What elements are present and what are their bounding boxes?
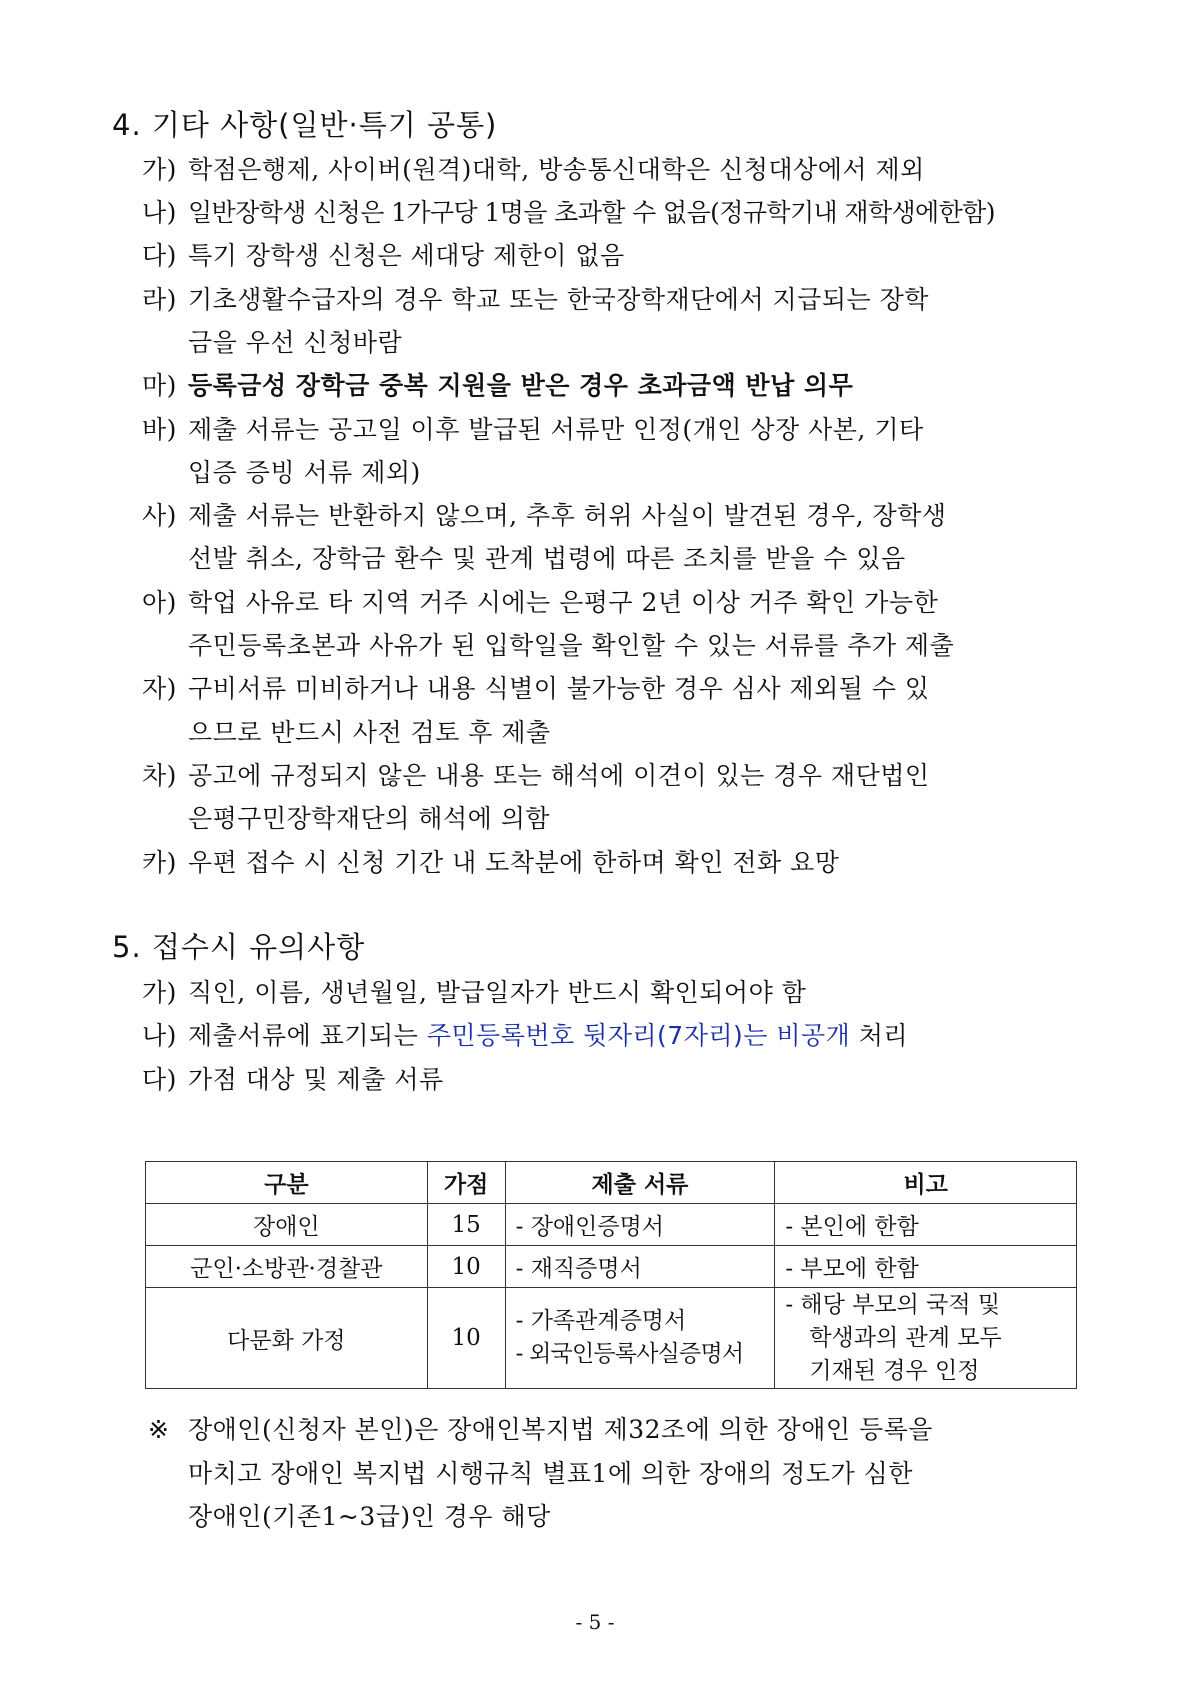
note-line: 학생과의 관계 모두: [809, 1324, 1002, 1351]
note-line: 기재된 경우 인정: [809, 1357, 980, 1384]
item-marker: 라): [142, 285, 177, 314]
list-item: [142, 410, 924, 446]
cell-category: 다문화 가정: [146, 1288, 428, 1389]
list-item: [142, 366, 853, 402]
item-text: 직인, 이름, 생년월일, 발급일자가 반드시 확인되어야 함: [188, 978, 807, 1007]
item-marker: 사): [142, 501, 177, 530]
page-number: - 5 -: [575, 1610, 615, 1634]
item-text: 공고에 규정되지 않은 내용 또는 해석에 이견이 있는 경우 재단법인: [188, 761, 930, 790]
item-marker: 나): [142, 1021, 177, 1050]
item-marker: 가): [142, 978, 177, 1007]
item-marker: 나): [142, 198, 177, 227]
item-text: 학점은행제, 사이버(원격)대학, 방송통신대학은 신청대상에서 제외: [188, 155, 925, 184]
item-continuation: 주민등록초본과 사유가 된 입학일을 확인할 수 있는 서류를 추가 제출: [188, 631, 955, 660]
list-item: [142, 756, 930, 792]
item-continuation: 입증 증빙 서류 제외): [188, 458, 421, 487]
footnote-symbol: ※: [148, 1415, 170, 1444]
item-text: 특기 장학생 신청은 세대당 제한이 없음: [188, 241, 625, 270]
cell-docs: [505, 1288, 775, 1389]
footnote-continuation: 마치고 장애인 복지법 시행규칙 별표1에 의한 장애의 정도가 심한: [188, 1459, 913, 1488]
cell-category: 장애인: [146, 1204, 428, 1246]
list-item: [142, 669, 930, 705]
cell-docs: - 재직증명서: [505, 1246, 775, 1288]
list-item: [142, 1016, 908, 1052]
item-marker: 카): [142, 848, 177, 877]
table-row: [146, 1204, 1077, 1246]
item-text: 처리: [850, 1021, 909, 1050]
cell-note: - 부모에 한함: [775, 1246, 1077, 1288]
item-text: 제출서류에 표기되는: [188, 1021, 427, 1050]
item-continuation: 선발 취소, 장학금 환수 및 관계 법령에 따른 조치를 받을 수 있음: [188, 544, 906, 573]
footnote: [148, 1410, 933, 1446]
table-row: [146, 1246, 1077, 1288]
cell-points: 10: [427, 1246, 505, 1288]
doc-line: - 외국인등록사실증명서: [515, 1341, 744, 1367]
item-marker: 아): [142, 588, 177, 617]
header-category: 구분: [146, 1162, 428, 1204]
item-text: 구비서류 미비하거나 내용 식별이 불가능한 경우 심사 제외될 수 있: [188, 674, 930, 703]
item-text: 기초생활수급자의 경우 학교 또는 한국장학재단에서 지급되는 장학: [188, 285, 929, 314]
header-points: 가점: [427, 1162, 505, 1204]
section-5-title: 5. 접수시 유의사항: [112, 930, 366, 964]
list-item: [142, 280, 929, 316]
item-marker: 마): [142, 371, 177, 400]
item-text: 우편 접수 시 신청 기간 내 도착분에 한하며 확인 전화 요망: [188, 848, 840, 877]
footnote-continuation: 장애인(기존1~3급)인 경우 해당: [188, 1502, 551, 1531]
item-continuation: 금을 우선 신청바람: [188, 328, 403, 357]
item-marker: 다): [142, 241, 177, 270]
cell-note: [775, 1288, 1077, 1389]
list-item: [142, 496, 946, 532]
header-note: 비고: [775, 1162, 1077, 1204]
item-text: 학업 사유로 타 지역 거주 시에는 은평구 2년 이상 거주 확인 가능한: [188, 588, 939, 617]
cell-note: - 본인에 한함: [775, 1204, 1077, 1246]
list-item: [142, 236, 625, 272]
list-item: [142, 843, 839, 879]
table-header-row: [146, 1162, 1077, 1204]
list-item: [142, 1060, 444, 1096]
item-marker: 자): [142, 674, 177, 703]
item-marker: 가): [142, 155, 177, 184]
footnote-text: 장애인(신청자 본인)은 장애인복지법 제32조에 의한 장애인 등록을: [188, 1415, 933, 1444]
item-marker: 바): [142, 415, 177, 444]
highlight-text: 주민등록번호 뒷자리(7자리)는 비공개: [426, 1021, 851, 1050]
list-item: [142, 583, 938, 619]
bonus-points-table: [145, 1161, 1077, 1389]
item-marker: 차): [142, 761, 177, 790]
list-item: [142, 973, 806, 1009]
table-row: [146, 1288, 1077, 1389]
cell-docs: - 장애인증명서: [505, 1204, 775, 1246]
cell-category: 군인·소방관·경찰관: [146, 1246, 428, 1288]
item-text: 제출 서류는 공고일 이후 발급된 서류만 인정(개인 상장 사본, 기타: [188, 415, 924, 444]
item-continuation: 으므로 반드시 사전 검토 후 제출: [188, 718, 551, 747]
list-item: [142, 150, 925, 186]
list-item: [142, 193, 995, 229]
item-continuation: 은평구민장학재단의 해석에 의함: [188, 804, 550, 833]
item-marker: 다): [142, 1065, 177, 1094]
cell-points: 10: [427, 1288, 505, 1389]
item-text: 가점 대상 및 제출 서류: [188, 1065, 444, 1094]
item-text: 제출 서류는 반환하지 않으며, 추후 허위 사실이 발견된 경우, 장학생: [188, 501, 947, 530]
section-4-title: 4. 기타 사항(일반·특기 공통): [112, 108, 498, 142]
note-line: - 해당 부모의 국적 및: [785, 1291, 1001, 1318]
cell-points: 15: [427, 1204, 505, 1246]
item-text: 일반장학생 신청은 1가구당 1명을 초과할 수 없음(정규학기내 재학생에한함): [188, 198, 995, 227]
doc-line: - 가족관계증명서: [515, 1308, 687, 1334]
header-docs: 제출 서류: [505, 1162, 775, 1204]
item-text-bold: 등록금성 장학금 중복 지원을 받은 경우 초과금액 반납 의무: [188, 371, 854, 400]
